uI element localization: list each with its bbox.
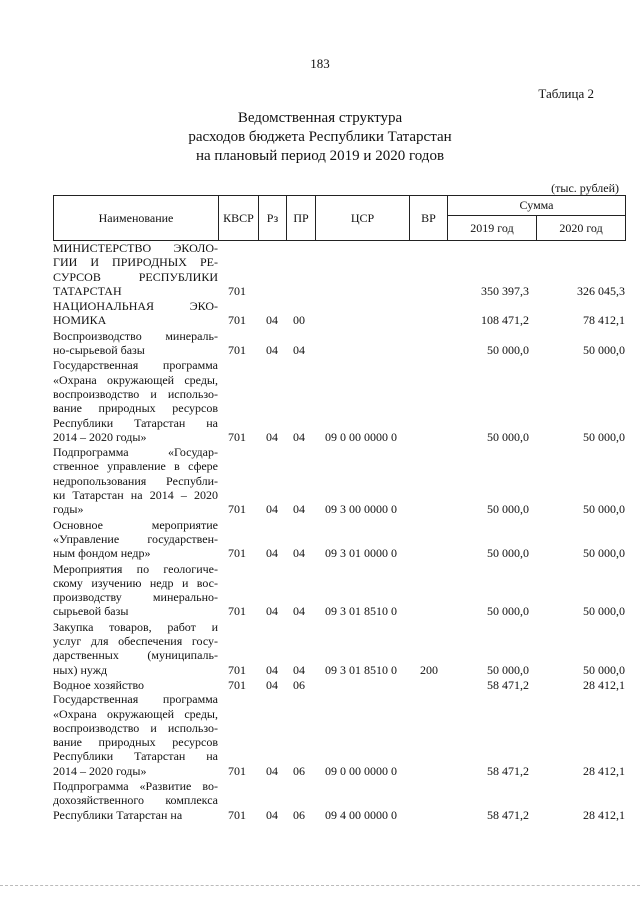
header-2019: 2019 год [448,216,537,241]
cell-y2019: 108 471,2 [481,313,529,328]
cell-y2019: 58 471,2 [487,677,529,692]
row-name-line: ственное управление в сфере [53,459,218,474]
header-pr: ПР [287,196,316,241]
cell-pr: 04 [293,604,305,619]
row-name-line: Государственная программа [53,692,218,707]
row-name [53,329,218,358]
row-name [53,620,218,677]
cell-y2020: 28 412,1 [583,677,625,692]
header-name: Наименование [54,196,219,241]
units-note: (тыс. рублей) [551,181,619,195]
row-name-line: ки Татарстан на 2014 – 2020 [53,488,218,503]
table-header [53,195,626,241]
row-name-line: «Охрана окружающей среды, [53,706,218,721]
cell-kvsr: 701 [228,677,246,692]
header-rz: Рз [259,196,287,241]
table-row [53,620,625,677]
row-name-line: воспроизводство и использо- [53,386,218,401]
row-name-line: вание природных ресурсов [53,401,218,416]
cell-kvsr: 701 [228,429,246,444]
cell-y2020: 326 045,3 [577,283,625,298]
cell-pr: 06 [293,807,305,822]
cell-kvsr: 701 [228,763,246,778]
title-line: на плановый период 2019 и 2020 годов [195,148,445,164]
row-name-line: Республики Татарстан на [53,415,218,430]
table-row [53,562,625,619]
cell-y2020: 50 000,0 [583,502,625,517]
cell-pr: 04 [293,662,305,677]
table-row [53,358,625,444]
row-name-line: «Охрана окружающей среды, [53,372,218,387]
table-row [53,445,625,516]
row-name-line: 2014 – 2020 годы» [53,429,147,444]
page-bottom-rule [0,885,640,886]
document-title [0,109,640,166]
row-name [53,518,218,561]
header-2020: 2020 год [537,216,626,241]
cell-rz: 04 [266,662,278,677]
cell-pr: 04 [293,429,305,444]
row-name-line: услуг для обеспечения госу- [53,634,218,649]
cell-rz: 04 [266,429,278,444]
cell-csr: 09 0 00 0000 0 [325,763,397,778]
cell-y2020: 50 000,0 [583,662,625,677]
row-name-line: Водное хозяйство [53,677,145,692]
cell-kvsr: 701 [228,343,246,358]
cell-rz: 04 [266,502,278,517]
row-name-line: НОМИКА [53,313,107,328]
cell-y2019: 58 471,2 [487,763,529,778]
table-row [53,299,625,328]
cell-rz: 04 [266,313,278,328]
cell-kvsr: 701 [228,604,246,619]
cell-rz: 04 [266,807,278,822]
cell-kvsr: 701 [228,502,246,517]
cell-rz: 04 [266,763,278,778]
cell-y2019: 58 471,2 [487,807,529,822]
table-row [53,518,625,561]
row-name [53,358,218,444]
table-row [53,678,625,692]
cell-csr: 09 3 00 0000 0 [325,502,397,517]
header-sum: Сумма [448,196,626,216]
cell-csr: 09 3 01 8510 0 [325,604,397,619]
row-name-line: ным фондом недр» [53,546,151,561]
cell-y2019: 50 000,0 [487,429,529,444]
row-name [53,562,218,619]
cell-pr: 06 [293,763,305,778]
cell-pr: 04 [293,343,305,358]
row-name-line: Подпрограмма «Государ- [53,445,218,460]
row-name-line: «Управление государствен- [53,531,218,546]
row-name-line: Мероприятия по геологиче- [53,561,218,576]
row-name-line: сырьевой базы [53,604,129,619]
cell-kvsr: 701 [228,313,246,328]
row-name-line: МИНИСТЕРСТВО ЭКОЛО- [53,241,218,255]
cell-csr: 09 0 00 0000 0 [325,429,397,444]
row-name [53,299,218,328]
cell-y2019: 350 397,3 [481,283,529,298]
cell-y2020: 50 000,0 [583,604,625,619]
row-name-line: годы» [53,502,84,517]
row-name-line: вание природных ресурсов [53,735,218,750]
row-name [53,779,218,822]
table-row [53,241,625,298]
table-row [53,329,625,358]
row-name-line: СУРСОВ РЕСПУБЛИКИ [53,269,218,284]
row-name-line: НАЦИОНАЛЬНАЯ ЭКО- [53,299,218,314]
row-name [53,678,218,692]
page-number: 183 [310,56,330,71]
cell-vr: 200 [420,662,438,677]
row-name-line: Республики Татарстан на [53,749,218,764]
row-name-line: Закупка товаров, работ и [53,619,218,634]
row-name-line: но-сырьевой базы [53,343,145,358]
cell-y2019: 50 000,0 [487,546,529,561]
row-name [53,241,218,298]
table-label: Таблица 2 [538,86,594,101]
title-line: расходов бюджета Республики Татарстан [188,129,452,145]
row-name-line: дарственных (муниципаль- [53,648,218,663]
header-vr: ВР [410,196,448,241]
cell-y2020: 50 000,0 [583,429,625,444]
row-name-line: дохозяйственного комплекса [53,793,218,808]
row-name-line: 2014 – 2020 годы» [53,763,147,778]
row-name [53,692,218,778]
cell-rz: 04 [266,546,278,561]
row-name-line: ных) нужд [53,662,108,677]
row-name-line: ТАТАРСТАН [53,283,122,298]
cell-y2020: 50 000,0 [583,546,625,561]
cell-rz: 04 [266,677,278,692]
header-csr: ЦСР [316,196,410,241]
row-name [53,445,218,516]
cell-pr: 04 [293,502,305,517]
row-name-line: недропользования Республи- [53,473,218,488]
header-kvsr: КВСР [219,196,259,241]
row-name-line: ГИИ И ПРИРОДНЫХ РЕ- [53,255,218,270]
cell-y2020: 28 412,1 [583,763,625,778]
cell-pr: 04 [293,546,305,561]
table-row [53,692,625,778]
cell-csr: 09 3 01 0000 0 [325,546,397,561]
cell-rz: 04 [266,343,278,358]
table-row [53,779,625,822]
cell-y2020: 50 000,0 [583,343,625,358]
cell-y2019: 50 000,0 [487,662,529,677]
row-name-line: Воспроизводство минераль- [53,328,218,343]
cell-kvsr: 701 [228,807,246,822]
cell-y2020: 78 412,1 [583,313,625,328]
row-name-line: Основное мероприятие [53,517,218,532]
row-name-line: производству минерально- [53,590,218,605]
cell-y2019: 50 000,0 [487,604,529,619]
cell-pr: 00 [293,313,305,328]
row-name-line: Республики Татарстан на [53,807,183,822]
cell-kvsr: 701 [228,662,246,677]
row-name-line: воспроизводство и использо- [53,720,218,735]
cell-csr: 09 4 00 0000 0 [325,807,397,822]
title-line: Ведомственная структура [237,110,403,126]
cell-y2019: 50 000,0 [487,343,529,358]
cell-rz: 04 [266,604,278,619]
cell-csr: 09 3 01 8510 0 [325,662,397,677]
table-body [53,241,625,822]
row-name-line: Государственная программа [53,358,218,373]
row-name-line: Подпрограмма «Развитие во- [53,778,218,793]
cell-kvsr: 701 [228,283,246,298]
cell-pr: 06 [293,677,305,692]
row-name-line: скому изучению недр и вос- [53,575,218,590]
cell-y2019: 50 000,0 [487,502,529,517]
cell-kvsr: 701 [228,546,246,561]
cell-y2020: 28 412,1 [583,807,625,822]
